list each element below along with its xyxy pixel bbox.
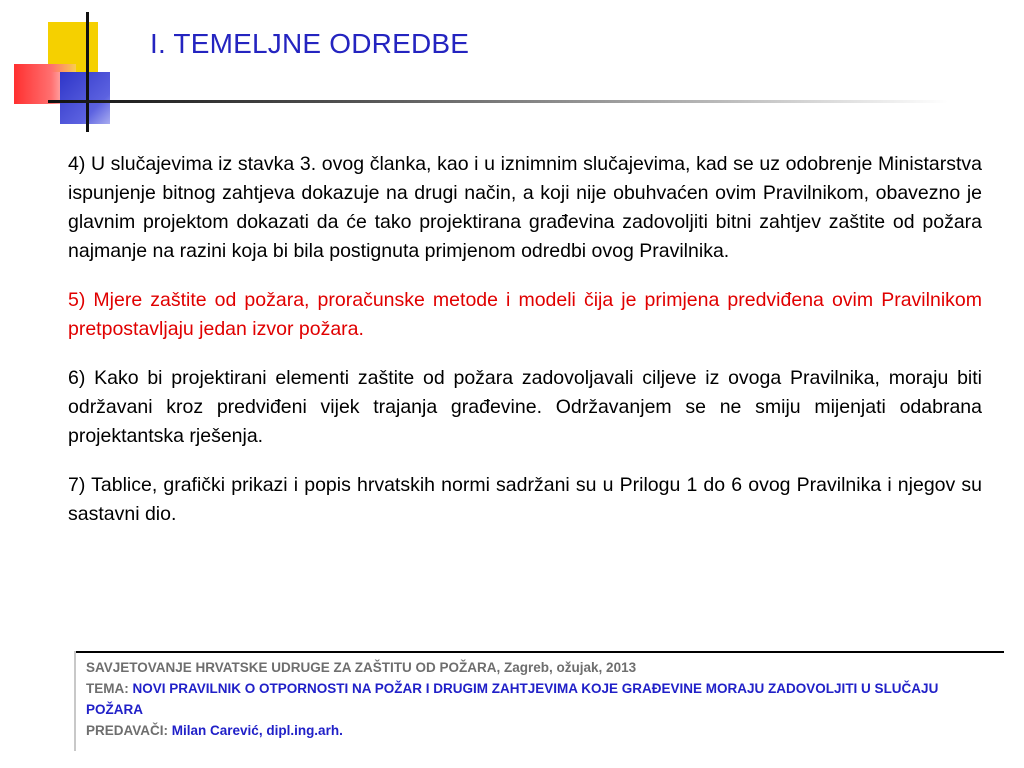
- footer-presenter: [86, 720, 986, 741]
- footer-topic-text: NOVI PRAVILNIK O OTPORNOSTI NA POŽAR I DRUGIM ZAHTJEVIMA KOJE GRAĐEVINE MORAJU ZADOVOLJITI U SLUČAJU POŽARA: [86, 681, 939, 717]
- footer-divider: [74, 651, 1004, 653]
- logo-graphic: [0, 0, 150, 140]
- footer-presenter-label: PREDAVAČI:: [86, 723, 169, 738]
- logo-vertical-line: [86, 12, 89, 132]
- footer: [86, 657, 986, 741]
- slide-body: [68, 150, 982, 549]
- paragraph-5: 5) Mjere zaštite od požara, proračunske metode i modeli čija je primjena predviđena ovim Pravilnikom pretpostavljaju jedan izvor požara.: [68, 289, 982, 340]
- footer-side-line: [74, 651, 76, 751]
- logo-blue-square: [60, 72, 110, 124]
- footer-topic-label: TEMA:: [86, 681, 129, 696]
- paragraph-6: 6) Kako bi projektirani elementi zaštite od požara zadovoljavali ciljeve iz ovoga Pravilnika, moraju biti održavani kroz predviđeni vijek trajanja građevine. Održavanjem se ne smiju mijenjati odabrana projektantska rješenja.: [68, 367, 982, 447]
- slide-title: I. TEMELJNE ODREDBE: [150, 28, 470, 59]
- footer-event-text: SAVJETOVANJE HRVATSKE UDRUGE ZA ZAŠTITU OD POŽARA, Zagreb, ožujak, 2013: [86, 660, 637, 675]
- paragraph-7: 7) Tablice, grafički prikazi i popis hrvatskih normi sadržani su u Prilogu 1 do 6 ovog Pravilnika i njegov su sastavni dio.: [68, 474, 982, 525]
- paragraph-4: 4) U slučajevima iz stavka 3. ovog članka, kao i u iznimnim slučajevima, kad se uz odobrenje Ministarstva ispunjenje bitnog zahtjeva dokazuje na drugi način, a koji nije obuhvaćen ovim Pravilnikom, obavezno je glavnim projektom dokazati da će tako projektirana građevina zadovoljiti bitni zahtjev zaštite od požara najmanje na razini koja bi bila postignuta primjenom odredbi ovog Pravilnika.: [68, 153, 982, 262]
- title-divider: [48, 100, 948, 103]
- footer-presenter-name: Milan Carević, dipl.ing.arh.: [171, 723, 343, 738]
- footer-event: [86, 657, 986, 678]
- footer-topic: [86, 678, 986, 720]
